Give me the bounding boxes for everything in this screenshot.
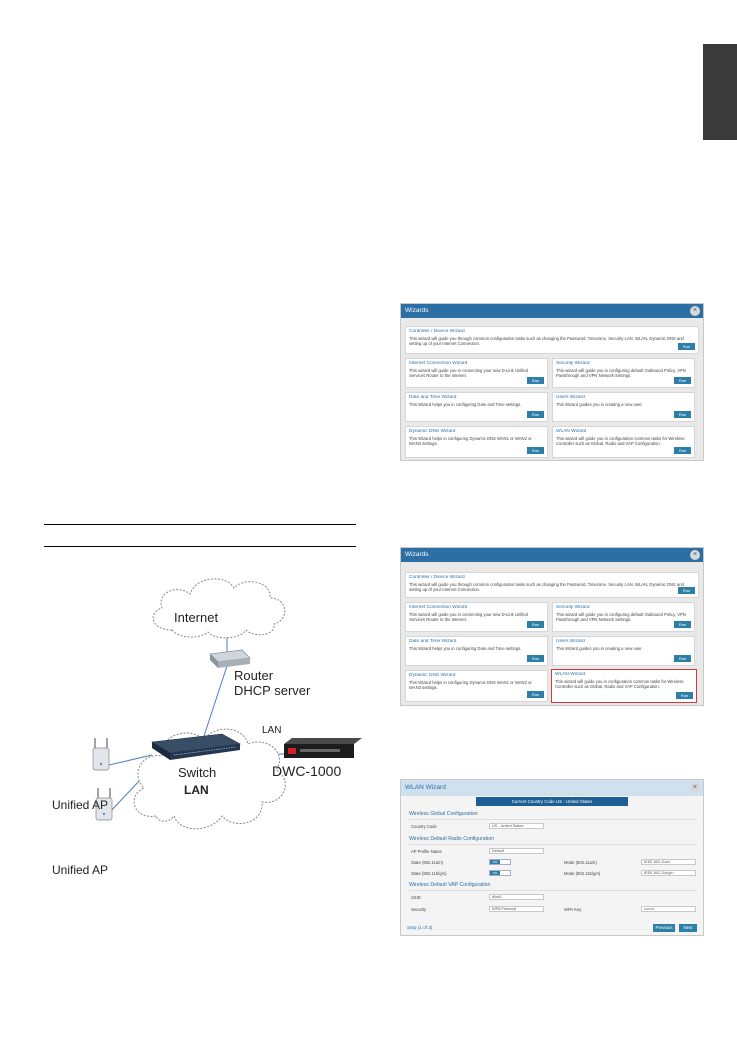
state-bgn-label: State (802.11b/g/n) — [411, 871, 447, 876]
wizard-card-title: WLAN Wizard — [556, 429, 587, 434]
run-button[interactable]: Run — [674, 621, 691, 628]
panel-title: Wizards — [405, 307, 429, 314]
mode-bgn-select[interactable]: IEEE 802.11b/g/n — [641, 870, 696, 876]
wizard-card-desc: This wizard will guide you in connecting your new D-Link Unified Services Router to the Internet. — [409, 368, 528, 379]
close-icon[interactable]: × — [690, 783, 700, 793]
step-indicator: Step (1 of 3) — [407, 925, 433, 930]
security-select[interactable]: WPA Personal — [489, 906, 544, 912]
wizard-card-title: Users Wizard — [556, 639, 585, 644]
ap-profile-input[interactable]: Default — [489, 848, 544, 854]
state-bgn-toggle[interactable] — [489, 870, 511, 876]
router-device — [210, 650, 250, 668]
toggle-on-label: ON — [490, 860, 500, 864]
wizard-card — [405, 358, 548, 388]
dhcp-server-label: DHCP server — [234, 683, 311, 698]
run-button[interactable]: Run — [527, 691, 544, 698]
divider — [409, 890, 697, 891]
ssid-label: SSID — [411, 895, 421, 900]
wizard-card — [405, 636, 548, 666]
wizard-card-desc: This wizard will guide you in configuration common tasks for Wireless Controller such as Global, Radio and VAP Configuration. — [556, 436, 685, 447]
internet-cloud — [153, 579, 285, 638]
wizard-card-title: Users Wizard — [556, 395, 585, 400]
global-section-title: Wireless Global Configuration — [409, 811, 478, 817]
wlan-wizard-panel — [400, 779, 704, 936]
wlan-wizard-header — [401, 780, 703, 796]
mode-bgn-label: Mode (802.11b/g/n) — [564, 871, 601, 876]
wizard-card — [405, 572, 699, 598]
wizard-card — [552, 358, 695, 388]
wizard-card-title: Internet Connection Wizard — [409, 361, 468, 366]
section-tab — [703, 44, 737, 140]
wizard-card — [552, 426, 695, 458]
country-banner: Current Country Code US - United States — [476, 797, 628, 806]
run-button[interactable]: Run — [674, 411, 691, 418]
run-button[interactable]: Run — [676, 692, 693, 699]
country-code-label: Country Code — [411, 824, 437, 829]
panel-title: Wizards — [405, 551, 429, 558]
wizard-card — [552, 636, 695, 666]
wpa-key-input[interactable]: •••••••• — [641, 906, 696, 912]
run-button[interactable]: Run — [678, 343, 695, 350]
wizard-card — [552, 392, 695, 422]
wizard-card-title: Dynamic DNS Wizard — [409, 429, 456, 434]
run-button[interactable]: Run — [527, 411, 544, 418]
run-button[interactable]: Run — [674, 655, 691, 662]
wizard-card-desc: This wizard will guide you through common configuration tasks such as changing the Password, Timezone, Security LAN, WLAN, Dynamic DNS and setting up of your Internet Connection. — [409, 582, 684, 593]
wizard-card — [405, 392, 548, 422]
country-code-select[interactable]: US - United States — [489, 823, 544, 829]
wlan-wizard-title: WLAN Wizard — [405, 784, 446, 791]
run-button[interactable]: Run — [527, 377, 544, 384]
panel-header — [401, 548, 703, 562]
run-button[interactable]: Run — [674, 447, 691, 454]
ssid-input[interactable]: dlink1 — [489, 894, 544, 900]
previous-button[interactable]: Previous — [653, 924, 675, 932]
controller-label: DWC-1000 — [272, 763, 342, 779]
next-button[interactable]: Next — [679, 924, 697, 932]
router-label: Router — [234, 668, 274, 683]
ap-label-bottom: Unified AP — [52, 863, 109, 877]
wizard-card-desc: This Wizard helps you in configuring Date and Time settings. — [409, 402, 522, 407]
network-diagram — [44, 558, 364, 888]
switch-lan-label: LAN — [184, 783, 209, 797]
run-button[interactable]: Run — [527, 621, 544, 628]
wizard-card-title: Date and Time Wizard — [409, 639, 457, 644]
wpa-key-label: WPA Key — [564, 907, 582, 912]
heading-rule-bottom — [44, 546, 356, 547]
lan-link-label: LAN — [262, 725, 282, 736]
wizard-card — [405, 602, 548, 632]
wizard-card — [552, 602, 695, 632]
wizard-card-desc: This Wizard helps in configuring Dynamic DNS WAN1 or WAN2 or WAN3 settings. — [409, 680, 532, 691]
internet-label: Internet — [174, 610, 219, 625]
wizard-card — [405, 326, 699, 354]
close-icon[interactable]: × — [690, 306, 700, 316]
switch-label: Switch — [178, 765, 217, 780]
wizard-card-title: Internet Connection Wizard — [409, 605, 468, 610]
security-label: Security — [411, 907, 427, 912]
divider — [409, 819, 697, 820]
wizard-card-title: Security Wizard — [556, 605, 590, 610]
wizard-card-desc: This Wizard helps in configuring Dynamic DNS WAN1 or WAN2 or WAN3 settings. — [409, 436, 532, 447]
close-icon[interactable]: × — [690, 550, 700, 560]
radio-section-title: Wireless Default Radio Configuration — [409, 836, 495, 842]
run-button[interactable]: Run — [678, 587, 695, 594]
wizards-panel-2 — [400, 547, 704, 706]
run-button[interactable]: Run — [527, 655, 544, 662]
wizard-card-title: Dynamic DNS Wizard — [409, 673, 456, 678]
wizard-card — [405, 670, 548, 702]
wizard-card-desc: This Wizard guides you in creating a new user. — [556, 646, 643, 651]
vap-section-title: Wireless Default VAP Configuration — [409, 882, 491, 888]
state-an-label: State (802.11a/n) — [411, 860, 444, 865]
wizard-card-title: Controller / Device Wizard — [409, 329, 465, 334]
ap-label-top: Unified AP — [52, 798, 109, 812]
access-point-top — [93, 738, 109, 770]
ap-profile-label: AP Profile Name — [411, 849, 442, 854]
mode-an-select[interactable]: IEEE 802.11a/n — [641, 859, 696, 865]
wizard-card-desc: This wizard will guide you in configuration common tasks for Wireless Controller such as Global, Radio and VAP Configuration. — [555, 679, 684, 690]
wizard-card-desc: This wizard will guide you through common configuration tasks such as changing the Password, Timezone, Security LAN, WLAN, Dynamic DNS and setting up of your Internet Connection. — [409, 336, 684, 347]
wlan-wizard-card-highlighted — [551, 669, 697, 703]
controller-device — [284, 738, 362, 758]
wizard-card-desc: This wizard will guide you in configuring default Outbound Policy, VPN Passthrough and VPN Network Settings. — [556, 368, 686, 379]
wizards-panel-1 — [400, 303, 704, 461]
mode-an-label: Mode (802.11a/n) — [564, 860, 597, 865]
wizard-card-desc: This Wizard guides you in creating a new user. — [556, 402, 643, 407]
state-an-toggle[interactable] — [489, 859, 511, 865]
divider — [409, 844, 697, 845]
wizard-card-title: Security Wizard — [556, 361, 590, 366]
wizard-card — [405, 426, 548, 458]
run-button[interactable]: Run — [527, 447, 544, 454]
wizard-card-desc: This wizard will guide you in configuring default Outbound Policy, VPN Passthrough and VPN Network Settings. — [556, 612, 686, 623]
run-button[interactable]: Run — [674, 377, 691, 384]
panel-header — [401, 304, 703, 318]
toggle-on-label: ON — [490, 871, 500, 875]
wizard-card-title: Controller / Device Wizard — [409, 575, 465, 580]
wizard-card-desc: This wizard will guide you in connecting your new D-Link Unified Services Router to the Internet. — [409, 612, 528, 623]
heading-rule-top — [44, 524, 356, 525]
wizard-card-desc: This Wizard helps you in configuring Date and Time settings. — [409, 646, 522, 651]
wizard-card-title: WLAN Wizard — [555, 672, 586, 677]
wizard-card-title: Date and Time Wizard — [409, 395, 457, 400]
